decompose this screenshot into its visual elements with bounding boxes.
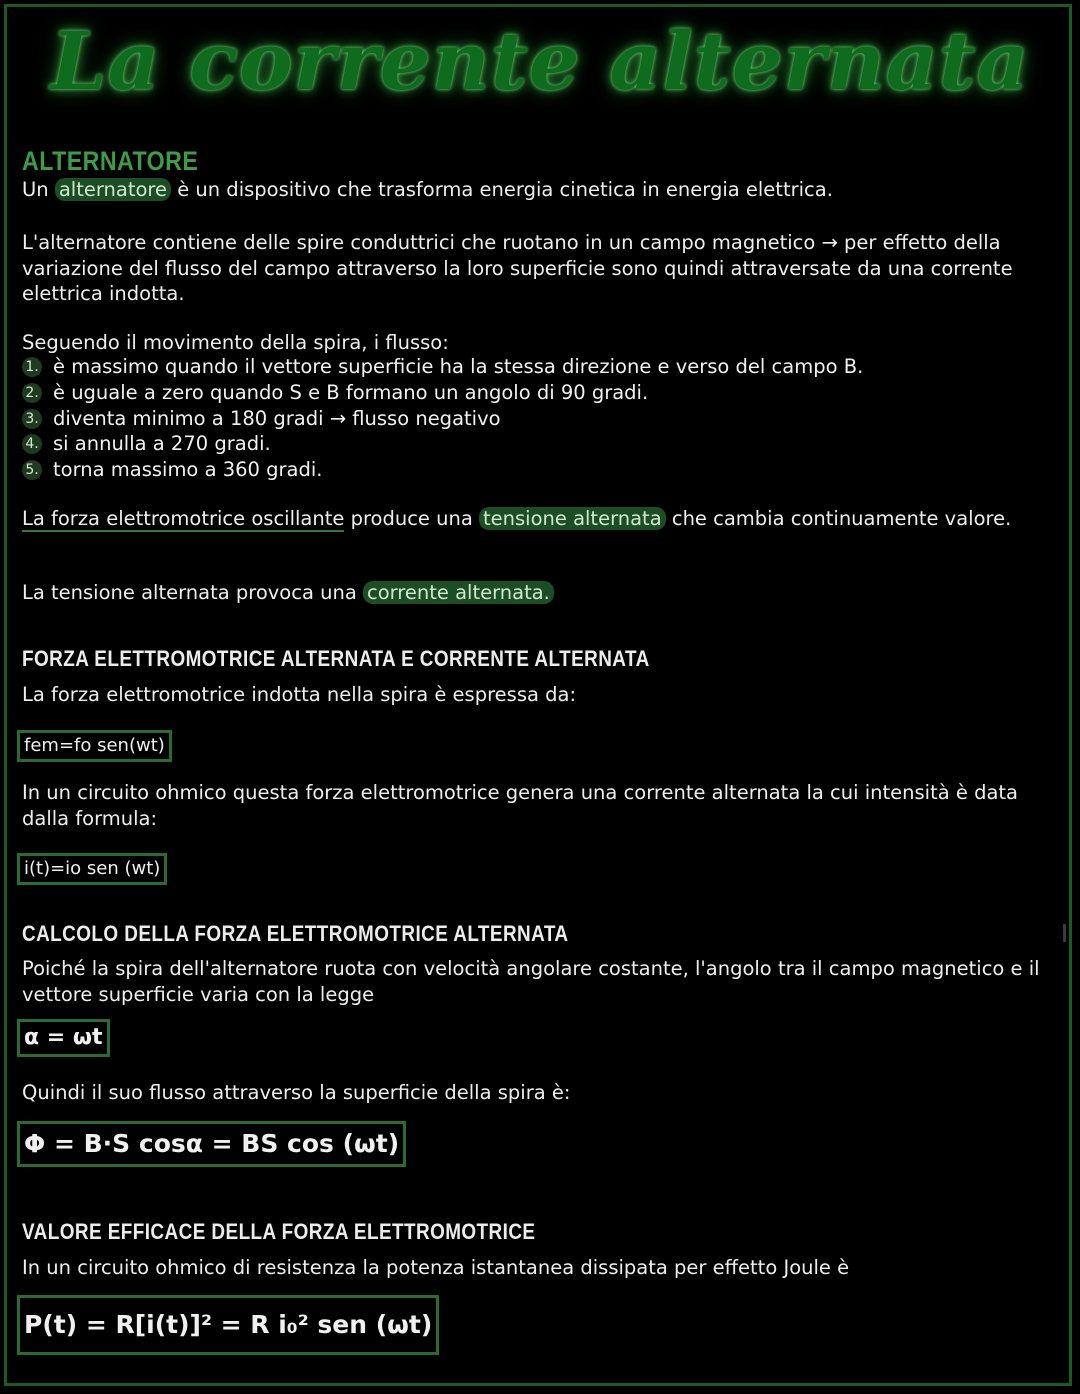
list-item-text: torna massimo a 360 gradi. bbox=[53, 458, 323, 482]
heading-calcolo: CALCOLO DELLA FORZA ELETTROMOTRICE ALTERNATA bbox=[22, 921, 569, 946]
heading-valore-efficace: VALORE EFFICACE DELLA FORZA ELETTROMOTRICE bbox=[22, 1219, 536, 1244]
list-number: 5. bbox=[22, 460, 42, 480]
highlight-tensione-alternata: tensione alternata bbox=[479, 507, 666, 530]
highlight-corrente-alternata: corrente alternata. bbox=[363, 581, 554, 604]
formula-corrente: i(t)=io sen (wt) bbox=[17, 853, 167, 885]
underlined-forza-oscillante: La forza elettromotrice oscillante bbox=[22, 507, 345, 530]
list-number: 2. bbox=[22, 383, 42, 403]
list-number: 4. bbox=[22, 434, 42, 454]
page-title: La corrente alternata bbox=[50, 14, 1030, 108]
paragraph-circuito-ohmico: In un circuito ohmico questa forza elettromotrice genera una corrente alternata la cui intensità è data dalla formula: bbox=[22, 781, 1018, 830]
paragraph-spire: L'alternatore contiene delle spire conduttrici che ruotano in un campo magnetico → per effetto della variazione del flusso del campo attraverso la loro superficie sono quindi attraversate da una corrente elettrica indotta. bbox=[22, 231, 1013, 305]
highlight-alternatore: alternatore bbox=[55, 178, 171, 201]
paragraph-alternatore-definition bbox=[22, 177, 1052, 203]
list-item bbox=[22, 431, 863, 457]
paragraph-corrente-alternata bbox=[22, 580, 1052, 606]
paragraph-velocita-angolare: Poiché la spira dell'alternatore ruota con velocità angolare costante, l'angolo tra il campo magnetico e il vettore superficie varia con la legge bbox=[22, 957, 1040, 1006]
text-segment: La tensione alternata provoca una bbox=[22, 581, 363, 604]
list-item-text: si annulla a 270 gradi. bbox=[53, 432, 271, 456]
formula-fem: fem=fo sen(wt) bbox=[17, 730, 172, 762]
list-number: 1. bbox=[22, 357, 42, 377]
list-item-text: diventa minimo a 180 gradi → flusso negativo bbox=[53, 406, 501, 430]
paragraph-forza-oscillante bbox=[22, 506, 1052, 532]
list-item-text: è uguale a zero quando S e B formano un angolo di 90 gradi. bbox=[53, 380, 649, 404]
list-item bbox=[22, 457, 863, 483]
flusso-steps-list bbox=[22, 354, 863, 483]
list-item-text: è massimo quando il vettore superficie ha la stessa direzione e verso del campo B. bbox=[53, 355, 864, 378]
list-item bbox=[22, 354, 863, 380]
scroll-marker bbox=[1063, 924, 1066, 942]
text-segment: che cambia continuamente valore. bbox=[665, 507, 1012, 530]
list-item bbox=[22, 406, 863, 432]
formula-alpha: α = ωt bbox=[17, 1019, 110, 1057]
paragraph-flusso-spira: Quindi il suo flusso attraverso la superficie della spira è: bbox=[22, 1081, 571, 1104]
paragraph-fem-expression: La forza elettromotrice indotta nella spira è espressa da: bbox=[22, 683, 577, 706]
list-item bbox=[22, 380, 863, 406]
paragraph-flusso-intro: Seguendo il movimento della spira, i flusso: bbox=[22, 331, 449, 354]
text-segment: produce una bbox=[344, 507, 479, 530]
formula-potenza: P(t) = R[i(t)]² = R i₀² sen (ωt) bbox=[17, 1295, 439, 1355]
heading-alternatore: ALTERNATORE bbox=[22, 146, 199, 176]
text-segment: è un dispositivo che trasforma energia cinetica in energia elettrica. bbox=[171, 178, 833, 201]
formula-flusso: Φ = B·S cosα = BS cos (ωt) bbox=[17, 1121, 406, 1167]
heading-forza-elettromotrice: FORZA ELETTROMOTRICE ALTERNATA E CORRENTE ALTERNATA bbox=[22, 646, 650, 671]
list-number: 3. bbox=[22, 409, 42, 429]
text-segment: Un bbox=[22, 178, 55, 201]
paragraph-potenza-istantanea: In un circuito ohmico di resistenza la potenza istantanea dissipata per effetto Joule è bbox=[22, 1256, 850, 1279]
